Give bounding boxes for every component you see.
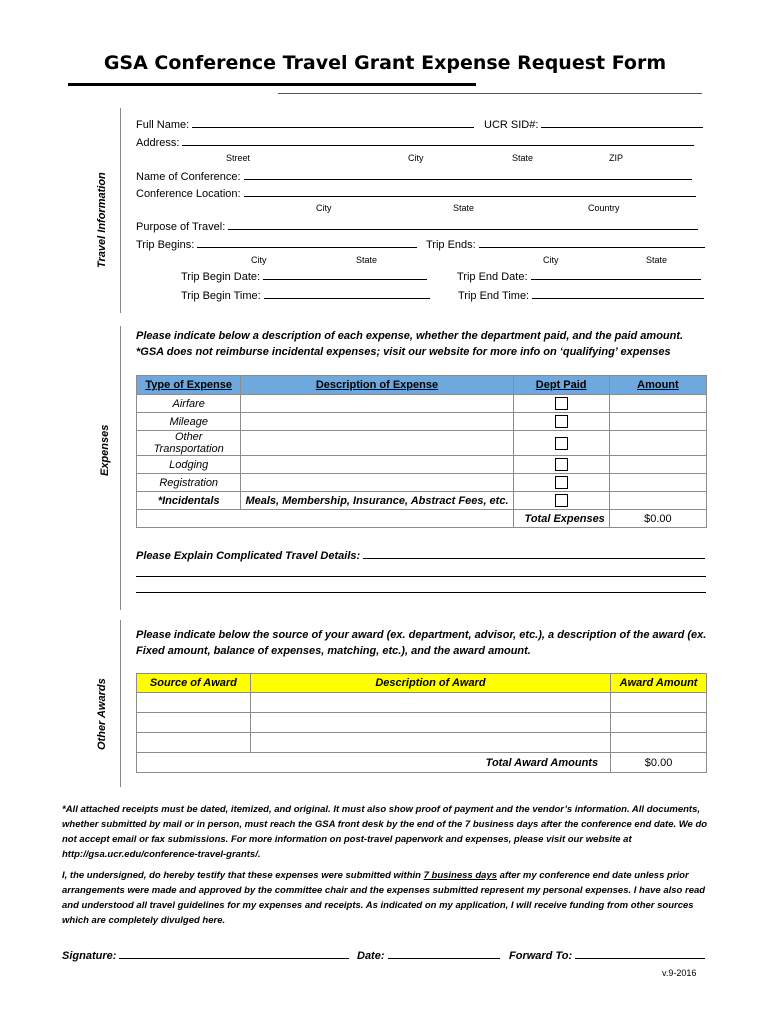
dept-paid-cell: [513, 395, 609, 413]
conference-name-label: Name of Conference:: [136, 171, 241, 183]
dept-paid-checkbox[interactable]: [555, 397, 568, 410]
trip-begin-time-field[interactable]: [181, 288, 430, 302]
full-name-field[interactable]: [136, 117, 474, 131]
page-title: GSA Conference Travel Grant Expense Request Form: [103, 52, 667, 74]
expenses-header-row: [137, 376, 707, 395]
expense-amount-input[interactable]: [609, 395, 706, 413]
date-field[interactable]: [357, 948, 500, 962]
dept-paid-checkbox[interactable]: [555, 458, 568, 471]
purpose-input[interactable]: [228, 219, 698, 230]
header-dept-paid: Dept Paid: [513, 376, 609, 395]
total-award-amounts-value: $0.00: [611, 753, 707, 773]
end-state-hint: State: [646, 255, 668, 265]
expenses-intro-line1: Please indicate below a description of each expense, whether the department paid, and the paid amount.: [136, 330, 684, 342]
address-zip-hint: ZIP: [609, 153, 624, 163]
expense-type: *Incidentals: [137, 492, 241, 510]
testimony-note: [62, 868, 710, 928]
location-city-hint: City: [316, 203, 332, 213]
table-row: [137, 413, 707, 431]
award-description-input[interactable]: [250, 733, 610, 753]
purpose-field[interactable]: [136, 219, 698, 233]
expense-amount-input[interactable]: [609, 413, 706, 431]
testimony-text-after: after my conference end date unless prior arrangements were made and approved by the committee chair and the expenses submitted represent my personal expenses. I have also read and understood all travel guidelines for my expenses and receipts. As indicated on my application, I will receive funding from other sources which are completely divulged here.: [62, 870, 706, 926]
dept-paid-checkbox[interactable]: [555, 415, 568, 428]
full-name-input[interactable]: [192, 117, 474, 128]
expenses-total-row: [137, 510, 707, 528]
award-description-input[interactable]: [250, 713, 610, 733]
trip-ends-input[interactable]: [479, 237, 705, 248]
total-spacer: [137, 510, 514, 528]
table-row: [137, 733, 707, 753]
location-country-hint: Country: [588, 203, 620, 213]
table-row: [137, 693, 707, 713]
forward-to-field[interactable]: [509, 948, 705, 962]
conference-name-field[interactable]: [136, 169, 692, 183]
trip-end-time-label: Trip End Time:: [458, 290, 530, 302]
address-label: Address:: [136, 137, 180, 149]
dept-paid-cell: [513, 456, 609, 474]
expense-type: Registration: [137, 474, 241, 492]
testimony-deadline: 7 business days: [423, 870, 498, 881]
total-award-amounts-label: Total Award Amounts: [137, 753, 611, 773]
trip-ends-label: Trip Ends:: [426, 239, 476, 251]
full-name-label: Full Name:: [136, 119, 190, 131]
awards-header-row: [137, 674, 707, 693]
explain-details-field[interactable]: [136, 548, 705, 562]
header-source-of-award: Source of Award: [137, 674, 251, 693]
expenses-table: [136, 375, 707, 528]
ucr-sid-input[interactable]: [541, 117, 703, 128]
explain-details-input[interactable]: [363, 548, 705, 559]
signature-field[interactable]: [62, 948, 349, 962]
travel-section-label: Travel Information: [96, 172, 108, 268]
expense-amount-input[interactable]: [609, 492, 706, 510]
expense-type: Mileage: [137, 413, 241, 431]
expense-description-input[interactable]: [241, 431, 513, 456]
award-amount-input[interactable]: [611, 713, 707, 733]
expense-type: Lodging: [137, 456, 241, 474]
awards-intro: Please indicate below the source of your award (ex. department, advisor, etc.), a description of the award (ex. Fixed amount, balance of expenses, matching, etc.), and the award amount.: [136, 629, 707, 657]
travel-section-border: [120, 108, 121, 313]
trip-end-time-field[interactable]: [458, 288, 704, 302]
conference-name-input[interactable]: [244, 169, 692, 180]
trip-begins-label: Trip Begins:: [136, 239, 195, 251]
expense-description-input[interactable]: [241, 474, 513, 492]
award-source-input[interactable]: [137, 733, 251, 753]
ucr-sid-field[interactable]: [484, 117, 703, 131]
award-source-input[interactable]: [137, 713, 251, 733]
dept-paid-cell: [513, 413, 609, 431]
location-state-hint: State: [453, 203, 475, 213]
trip-begin-date-label: Trip Begin Date:: [181, 271, 261, 283]
trip-begin-time-label: Trip Begin Time:: [181, 290, 261, 302]
expense-amount-input[interactable]: [609, 456, 706, 474]
table-row: [137, 456, 707, 474]
expense-description-input[interactable]: Meals, Membership, Insurance, Abstract Fees, etc.: [241, 492, 513, 510]
award-amount-input[interactable]: [611, 693, 707, 713]
address-street-hint: Street: [226, 153, 251, 163]
trip-begin-time-input[interactable]: [264, 288, 430, 299]
version-label: v.9-2016: [662, 968, 697, 978]
purpose-label: Purpose of Travel:: [136, 221, 226, 233]
address-state-hint: State: [512, 153, 534, 163]
title-underline: [68, 83, 476, 86]
table-row: [137, 395, 707, 413]
end-city-hint: City: [543, 255, 559, 265]
header-award-amount: Award Amount: [611, 674, 707, 693]
expenses-section-label: Expenses: [99, 424, 111, 476]
address-field[interactable]: [136, 135, 694, 149]
address-input[interactable]: [182, 135, 694, 146]
trip-end-date-field[interactable]: [457, 269, 701, 283]
trip-end-date-input[interactable]: [531, 269, 701, 280]
awards-section-label: Other Awards: [96, 678, 108, 750]
begin-state-hint: State: [356, 255, 378, 265]
header-amount: Amount: [609, 376, 706, 395]
expenses-intro: [136, 328, 683, 360]
expenses-intro-line2: *GSA does not reimburse incidental expenses; visit our website for more info on ‘qualifying’ expenses: [136, 346, 671, 358]
expense-type: Airfare: [137, 395, 241, 413]
address-city-hint: City: [408, 153, 424, 163]
expense-description-input[interactable]: [241, 413, 513, 431]
dept-paid-cell: [513, 474, 609, 492]
expense-type: Other Transportation: [137, 431, 241, 456]
total-expenses-value: $0.00: [609, 510, 706, 528]
explain-details-label: Please Explain Complicated Travel Details:: [136, 550, 361, 562]
expense-amount-input[interactable]: [609, 431, 706, 456]
date-input[interactable]: [388, 948, 500, 959]
forward-to-input[interactable]: [575, 948, 705, 959]
explain-details-line-2[interactable]: [136, 576, 706, 577]
dept-paid-cell: [513, 492, 609, 510]
title-rule: [278, 93, 702, 94]
awards-total-row: [137, 753, 707, 773]
date-label: Date:: [357, 950, 385, 962]
expense-description-input[interactable]: [241, 456, 513, 474]
header-description-of-expense: Description of Expense: [241, 376, 513, 395]
trip-begins-input[interactable]: [197, 237, 417, 248]
forward-to-label: Forward To:: [509, 950, 573, 962]
testimony-text-before: I, the undersigned, do hereby testify that these expenses were submitted within: [62, 870, 424, 881]
explain-details-line-3[interactable]: [136, 592, 706, 593]
trip-end-date-label: Trip End Date:: [457, 271, 528, 283]
dept-paid-cell: [513, 431, 609, 456]
ucr-sid-label: UCR SID#:: [484, 119, 539, 131]
header-type-of-expense: Type of Expense: [137, 376, 241, 395]
award-amount-input[interactable]: [611, 733, 707, 753]
expense-amount-input[interactable]: [609, 474, 706, 492]
conference-location-input[interactable]: [244, 186, 696, 197]
trip-begin-date-input[interactable]: [263, 269, 427, 280]
table-row: [137, 474, 707, 492]
total-expenses-label: Total Expenses: [513, 510, 609, 528]
expense-description-input[interactable]: [241, 395, 513, 413]
trip-begin-date-field[interactable]: [181, 269, 427, 283]
trip-begins-field[interactable]: [136, 237, 417, 251]
table-row: [137, 713, 707, 733]
conference-location-field[interactable]: [136, 186, 696, 200]
dept-paid-checkbox[interactable]: [555, 494, 568, 507]
signature-input[interactable]: [119, 948, 349, 959]
begin-city-hint: City: [251, 255, 267, 265]
table-row: [137, 431, 707, 456]
receipts-note: *All attached receipts must be dated, itemized, and original. It must also show proof of payment and the vendor’s information. All documents, whether submitted by mail or in person, must reach the GSA front desk by the end of the 7 business days after the conference end date. We do not accept email or fax submissions. For more information on post-travel paperwork and expenses, please visit our website at http://gsa.ucr.edu/conference-travel-grants/.: [62, 804, 708, 860]
header-description-of-award: Description of Award: [250, 674, 610, 693]
dept-paid-checkbox[interactable]: [555, 437, 568, 450]
conference-location-label: Conference Location:: [136, 188, 241, 200]
table-row: [137, 492, 707, 510]
trip-end-time-input[interactable]: [532, 288, 704, 299]
awards-table: [136, 673, 707, 773]
award-source-input[interactable]: [137, 693, 251, 713]
awards-section-border: [120, 620, 121, 787]
dept-paid-checkbox[interactable]: [555, 476, 568, 489]
expenses-section-border: [120, 326, 121, 610]
signature-label: Signature:: [62, 950, 117, 962]
trip-ends-field[interactable]: [426, 237, 705, 251]
award-description-input[interactable]: [250, 693, 610, 713]
